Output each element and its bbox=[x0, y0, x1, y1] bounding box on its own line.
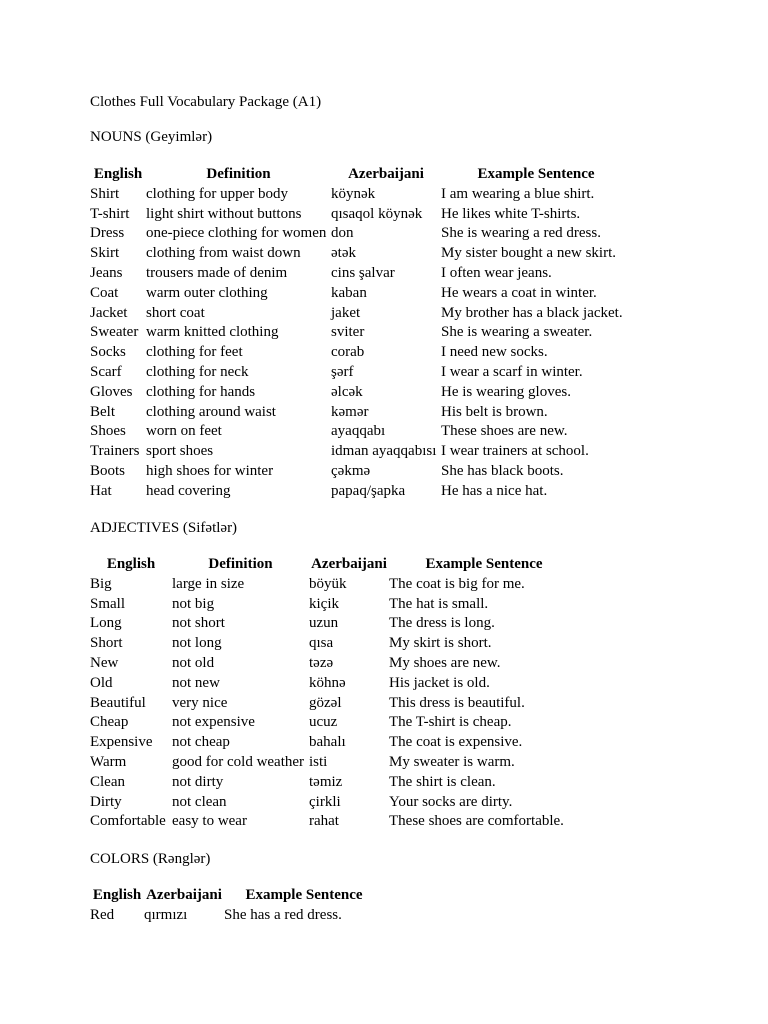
table-cell: Old bbox=[90, 674, 113, 691]
table-cell: not clean bbox=[172, 793, 227, 810]
table-cell: Shoes bbox=[90, 423, 126, 440]
column-header: Example Sentence bbox=[425, 556, 543, 572]
table-cell: Shirt bbox=[90, 185, 120, 202]
table-cell: clothing from waist down bbox=[146, 245, 301, 262]
table-cell: təmiz bbox=[309, 773, 343, 790]
table-row bbox=[90, 422, 631, 442]
table-cell: sviter bbox=[331, 324, 365, 341]
table-row bbox=[90, 343, 631, 363]
table-row bbox=[90, 575, 579, 595]
column-header: English bbox=[106, 556, 156, 572]
table-cell: çirkli bbox=[309, 793, 341, 810]
table-cell: qırmızı bbox=[144, 906, 188, 923]
table-row bbox=[90, 614, 579, 634]
table-cell: jaket bbox=[331, 304, 361, 321]
table-row bbox=[90, 753, 579, 773]
table-cell: She is wearing a sweater. bbox=[441, 324, 593, 341]
table-cell: köynək bbox=[331, 185, 376, 202]
table-cell: worn on feet bbox=[146, 423, 222, 440]
nouns-table bbox=[90, 165, 631, 502]
table-cell: kaban bbox=[331, 284, 367, 301]
table-cell: Big bbox=[90, 575, 112, 592]
table-cell: idman ayaqqabısı bbox=[331, 443, 437, 460]
table-cell: I need new socks. bbox=[441, 344, 548, 361]
table-cell: not cheap bbox=[172, 734, 230, 751]
table-cell: good for cold weather bbox=[172, 753, 305, 770]
table-cell: əlcək bbox=[331, 383, 363, 400]
table-row bbox=[90, 812, 579, 832]
table-cell: Socks bbox=[90, 344, 126, 361]
table-cell: Dirty bbox=[90, 793, 122, 810]
table-cell: The coat is big for me. bbox=[389, 575, 525, 592]
table-cell: light shirt without buttons bbox=[146, 205, 302, 222]
table-cell: The hat is small. bbox=[389, 595, 489, 612]
table-header-row bbox=[90, 165, 631, 185]
table-cell: easy to wear bbox=[172, 813, 247, 830]
table-row bbox=[90, 323, 631, 343]
table-cell: clothing for hands bbox=[146, 383, 256, 400]
table-cell: Comfortable bbox=[90, 813, 166, 830]
table-cell: clothing for feet bbox=[146, 344, 243, 361]
table-cell: My shoes are new. bbox=[389, 654, 501, 671]
table-row bbox=[90, 284, 631, 304]
table-cell: Clean bbox=[90, 773, 125, 790]
table-cell: He is wearing gloves. bbox=[441, 383, 571, 400]
table-cell: Boots bbox=[90, 462, 126, 479]
table-cell: bahalı bbox=[309, 734, 346, 751]
table-cell: don bbox=[331, 225, 354, 242]
table-row bbox=[90, 733, 579, 753]
table-row bbox=[90, 773, 579, 793]
table-cell: isti bbox=[309, 753, 328, 770]
table-row bbox=[90, 634, 579, 654]
table-cell: trousers made of denim bbox=[146, 264, 288, 281]
table-cell: Jeans bbox=[90, 264, 123, 281]
table-cell: Long bbox=[90, 615, 122, 632]
table-cell: çəkmə bbox=[331, 462, 371, 479]
table-cell: Red bbox=[90, 906, 115, 923]
table-cell: high shoes for winter bbox=[146, 462, 274, 479]
table-cell: one-piece clothing for women bbox=[146, 225, 327, 242]
table-cell: Skirt bbox=[90, 245, 120, 262]
nouns-heading: NOUNS (Geyimlər) bbox=[90, 129, 213, 145]
table-cell: not short bbox=[172, 615, 225, 632]
table-cell: Cheap bbox=[90, 714, 129, 731]
table-cell: The dress is long. bbox=[389, 615, 495, 632]
table-row bbox=[90, 793, 579, 813]
table-cell: Expensive bbox=[90, 734, 153, 751]
table-cell: təzə bbox=[309, 654, 334, 671]
table-cell: The shirt is clean. bbox=[389, 773, 496, 790]
table-cell: clothing for upper body bbox=[146, 185, 289, 202]
column-header: Definition bbox=[208, 556, 273, 572]
table-cell: kiçik bbox=[309, 595, 339, 612]
table-cell: ayaqqabı bbox=[331, 423, 386, 440]
column-header: Example Sentence bbox=[477, 166, 595, 182]
column-header: English bbox=[92, 887, 142, 903]
table-cell: Beautiful bbox=[90, 694, 146, 711]
table-row bbox=[90, 694, 579, 714]
table-cell: I wear a scarf in winter. bbox=[441, 363, 583, 380]
column-header: Azerbaijani bbox=[146, 887, 222, 903]
table-row bbox=[90, 442, 631, 462]
column-header: Azerbaijani bbox=[311, 556, 387, 572]
table-cell: clothing around waist bbox=[146, 403, 276, 420]
table-cell: clothing for neck bbox=[146, 363, 249, 380]
table-cell: very nice bbox=[172, 694, 228, 711]
table-cell: şərf bbox=[331, 363, 354, 380]
table-cell: böyük bbox=[309, 575, 347, 592]
table-row bbox=[90, 244, 631, 264]
table-cell: papaq/şapka bbox=[331, 482, 406, 499]
table-cell: not old bbox=[172, 654, 215, 671]
table-cell: not long bbox=[172, 635, 222, 652]
table-cell: not dirty bbox=[172, 773, 224, 790]
column-header: Azerbaijani bbox=[348, 166, 424, 182]
table-header-row bbox=[90, 886, 384, 906]
table-row bbox=[90, 205, 631, 225]
column-header: English bbox=[93, 166, 143, 182]
column-header: Definition bbox=[206, 166, 271, 182]
table-cell: She has black boots. bbox=[441, 462, 564, 479]
table-cell: The T-shirt is cheap. bbox=[389, 714, 512, 731]
table-cell: These shoes are comfortable. bbox=[389, 813, 564, 830]
table-row bbox=[90, 363, 631, 383]
table-cell: gözəl bbox=[309, 694, 342, 711]
table-cell: My sweater is warm. bbox=[389, 753, 515, 770]
table-cell: Scarf bbox=[90, 363, 122, 380]
table-cell: sport shoes bbox=[146, 443, 214, 460]
table-row bbox=[90, 462, 631, 482]
table-row bbox=[90, 654, 579, 674]
colors-heading: COLORS (Rənglər) bbox=[90, 851, 211, 867]
table-row bbox=[90, 185, 631, 205]
table-cell: warm knitted clothing bbox=[146, 324, 279, 341]
table-row bbox=[90, 264, 631, 284]
table-cell: T-shirt bbox=[90, 205, 130, 222]
table-row bbox=[90, 403, 631, 423]
table-cell: I often wear jeans. bbox=[441, 264, 552, 281]
table-row bbox=[90, 674, 579, 694]
adjectives-heading: ADJECTIVES (Sifətlər) bbox=[90, 520, 238, 536]
table-cell: My brother has a black jacket. bbox=[441, 304, 623, 321]
table-cell: Hat bbox=[90, 482, 112, 499]
table-cell: He likes white T-shirts. bbox=[441, 205, 581, 222]
table-row bbox=[90, 224, 631, 244]
table-cell: ətək bbox=[331, 245, 356, 262]
table-cell: ucuz bbox=[309, 714, 338, 731]
column-header: Example Sentence bbox=[245, 887, 363, 903]
table-cell: Your socks are dirty. bbox=[389, 793, 513, 810]
table-row bbox=[90, 595, 579, 615]
table-cell: kəmər bbox=[331, 403, 369, 420]
table-cell: The coat is expensive. bbox=[389, 734, 523, 751]
colors-table bbox=[90, 886, 384, 926]
table-cell: Jacket bbox=[90, 304, 128, 321]
table-row bbox=[90, 906, 384, 926]
table-cell: uzun bbox=[309, 615, 339, 632]
table-header-row bbox=[90, 555, 579, 575]
table-cell: large in size bbox=[172, 575, 245, 592]
adjectives-table bbox=[90, 555, 579, 832]
table-cell: rahat bbox=[309, 813, 339, 830]
table-cell: He has a nice hat. bbox=[441, 482, 548, 499]
table-cell: His belt is brown. bbox=[441, 403, 548, 420]
table-row bbox=[90, 482, 631, 502]
table-cell: She is wearing a red dress. bbox=[441, 225, 601, 242]
table-cell: My sister bought a new skirt. bbox=[441, 245, 616, 262]
table-row bbox=[90, 304, 631, 324]
table-cell: not new bbox=[172, 674, 220, 691]
table-cell: He wears a coat in winter. bbox=[441, 284, 597, 301]
table-cell: head covering bbox=[146, 482, 231, 499]
table-row bbox=[90, 713, 579, 733]
table-cell: Belt bbox=[90, 403, 115, 420]
table-cell: His jacket is old. bbox=[389, 674, 490, 691]
table-cell: qısaqol köynək bbox=[331, 205, 423, 222]
table-cell: Coat bbox=[90, 284, 119, 301]
table-cell: Short bbox=[90, 635, 123, 652]
table-cell: This dress is beautiful. bbox=[389, 694, 525, 711]
table-cell: Gloves bbox=[90, 383, 133, 400]
table-cell: Sweater bbox=[90, 324, 139, 341]
table-cell: corab bbox=[331, 344, 365, 361]
table-cell: My skirt is short. bbox=[389, 635, 492, 652]
table-cell: These shoes are new. bbox=[441, 423, 568, 440]
table-cell: I am wearing a blue shirt. bbox=[441, 185, 595, 202]
table-cell: not big bbox=[172, 595, 215, 612]
table-cell: short coat bbox=[146, 304, 205, 321]
table-cell: New bbox=[90, 654, 119, 671]
table-cell: She has a red dress. bbox=[224, 906, 342, 923]
document-title: Clothes Full Vocabulary Package (A1) bbox=[90, 94, 322, 110]
table-cell: Warm bbox=[90, 753, 127, 770]
table-cell: not expensive bbox=[172, 714, 255, 731]
table-cell: Trainers bbox=[90, 443, 140, 460]
table-cell: I wear trainers at school. bbox=[441, 443, 589, 460]
table-cell: Small bbox=[90, 595, 126, 612]
table-cell: warm outer clothing bbox=[146, 284, 268, 301]
table-cell: köhnə bbox=[309, 674, 346, 691]
table-cell: Dress bbox=[90, 225, 125, 242]
table-row bbox=[90, 383, 631, 403]
table-cell: cins şalvar bbox=[331, 264, 395, 281]
table-cell: qısa bbox=[309, 635, 334, 652]
